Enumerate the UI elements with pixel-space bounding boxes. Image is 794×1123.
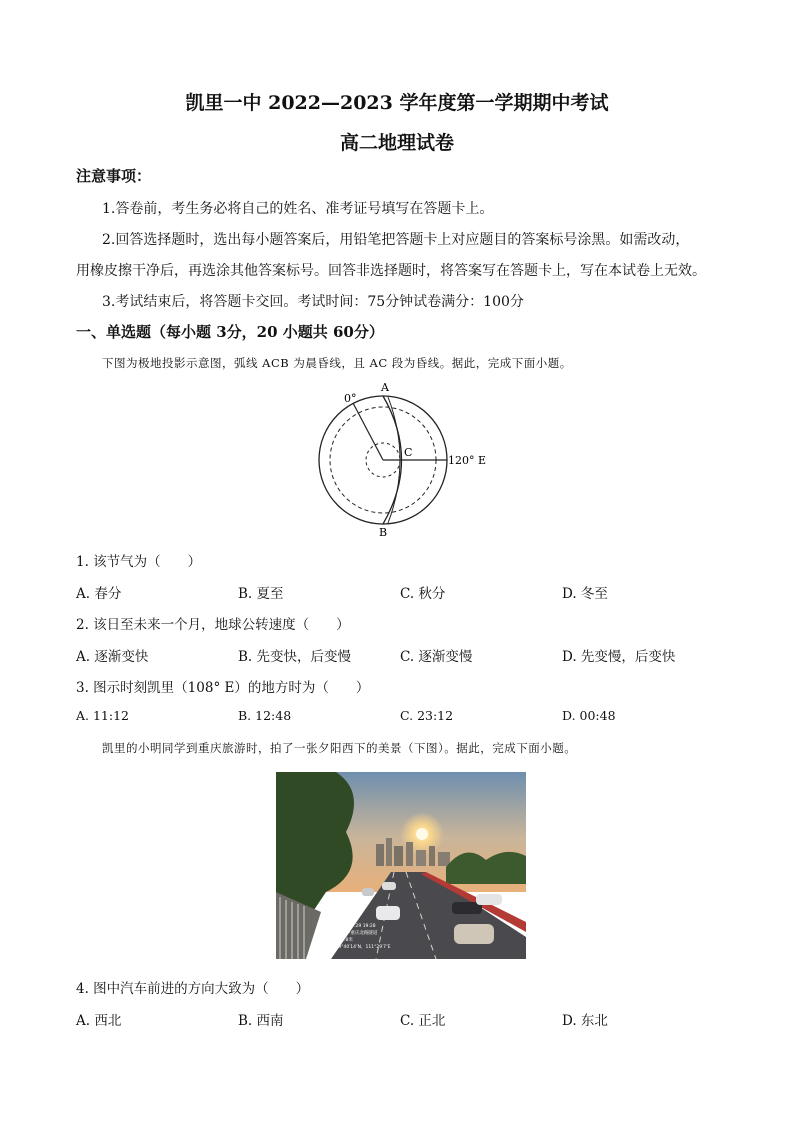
note-item-3: 3.考试结束后，将答题卡交回。考试时间：75分钟试卷满分：100分: [102, 294, 524, 310]
q1-option-c: C. 秋分: [400, 586, 446, 602]
q2-option-b: B. 先变快，后变慢: [238, 649, 352, 665]
photo-caption-line4: 坐标：29°40′14″N，111°29′7″E: [322, 945, 391, 950]
q3-option-b: B. 12:48: [238, 708, 292, 723]
label-zero: 0°: [344, 392, 357, 405]
q2-option-c: C. 逐渐变慢: [400, 649, 473, 665]
q2-option-d: D. 先变慢，后变快: [562, 649, 676, 665]
section-heading: 一、单选题（每小题 3分，20 小题共 60分）: [76, 323, 384, 341]
polar-projection-figure: [300, 378, 500, 540]
q1-option-b: B. 夏至: [238, 586, 284, 602]
exam-subtitle: 高二地理试卷: [339, 132, 454, 154]
question-2: 2. 该日至未来一个月，地球公转速度（ ）: [76, 617, 350, 633]
photo-caption-line2: 地点：重庆市·重庆北路隧道: [322, 931, 378, 936]
q3-option-a: A. 11:12: [76, 708, 129, 723]
intro-polar-figure: 下图为极地投影示意图，弧线 ACB 为晨昏线，且 AC 段为昏线。据此，完成下面小题。: [102, 356, 572, 370]
sunset-road-photo: [276, 772, 526, 959]
q4-option-d: D. 东北: [562, 1013, 608, 1029]
q3-option-c: C. 23:12: [400, 708, 454, 723]
note-item-2-line1: 2.回答选择题时，选出每小题答案后，用铅笔把答题卡上对应题目的答案标号涂黑。如需改动，: [102, 232, 690, 248]
note-item-2-line2: 用橡皮擦干净后，再选涂其他答案标号。回答非选择题时，将答案写在答题卡上，写在本试卷上无效。: [76, 263, 706, 279]
question-4: 4. 图中汽车前进的方向大致为（ ）: [76, 981, 310, 997]
intro-photo: 凯里的小明同学到重庆旅游时，拍了一张夕阳西下的美景（下图）。据此，完成下面小题。: [102, 741, 577, 755]
q4-option-b: B. 西南: [238, 1013, 284, 1029]
question-1: 1. 该节气为（ ）: [76, 554, 202, 570]
photo-caption-line3: 海拔：306.8米: [322, 938, 353, 943]
q4-option-c: C. 正北: [400, 1013, 446, 1029]
photo-caption-line1: 时间：2022.07.29 19:28: [322, 924, 376, 929]
exam-title: 凯里一中 2022—2023 学年度第一学期期中考试: [185, 92, 609, 114]
q2-option-a: A. 逐渐变快: [76, 649, 149, 665]
label-b: B: [379, 526, 388, 539]
label-a: A: [381, 381, 389, 394]
note-item-1: 1.答卷前，考生务必将自己的姓名、准考证号填写在答题卡上。: [102, 201, 494, 217]
q1-option-a: A. 春分: [76, 586, 122, 602]
question-3: 3. 图示时刻凯里（108° E）的地方时为（ ）: [76, 680, 370, 696]
label-120e: 120° E: [448, 454, 487, 467]
notes-heading: 注意事项：: [76, 167, 152, 185]
q4-option-a: A. 西北: [76, 1013, 122, 1029]
q3-option-d: D. 00:48: [562, 708, 616, 723]
label-c: C: [404, 446, 413, 459]
q1-option-d: D. 冬至: [562, 586, 608, 602]
